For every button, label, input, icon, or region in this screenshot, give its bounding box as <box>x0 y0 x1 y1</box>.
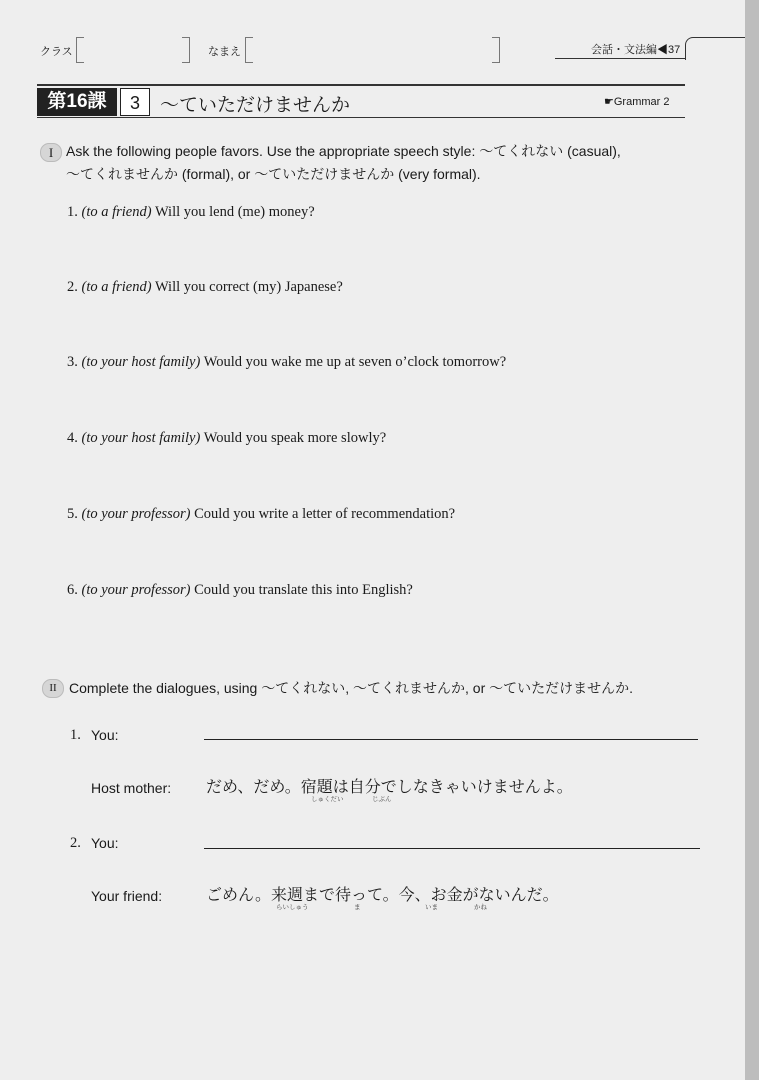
question-3 <box>67 354 506 371</box>
question-2 <box>67 279 343 296</box>
question-context: (to a friend) <box>81 279 152 295</box>
question-context: (to your host family) <box>81 430 201 446</box>
part-one-instructions-line2: ～てくれませんか (formal), or ～ていただけませんか (very formal). <box>66 166 481 182</box>
section-number: 3 <box>120 88 150 116</box>
part-one-instructions-line1: Ask the following people favors. Use the appropriate speech style: ～てくれない (casual), <box>66 143 621 159</box>
question-number: 1. <box>67 204 78 220</box>
class-field-left-bracket <box>76 37 84 63</box>
title-top-rule <box>37 84 685 86</box>
name-field-right-bracket <box>492 37 500 63</box>
furigana-ima: いま <box>425 904 438 911</box>
question-text: Could you write a letter of recommendation? <box>194 506 456 522</box>
question-number: 4. <box>67 430 78 446</box>
book-spine-edge <box>745 0 759 1080</box>
class-field-right-bracket <box>182 37 190 63</box>
lesson-label: 第16課 <box>37 88 117 116</box>
speaker-your-friend: Your friend: <box>91 888 163 904</box>
title-bottom-rule <box>37 117 685 118</box>
question-number: 2. <box>67 279 78 295</box>
question-number: 3. <box>67 354 78 370</box>
header-rule <box>555 58 685 59</box>
furigana-raishuu: らいしゅう <box>276 904 309 911</box>
name-field-left-bracket <box>245 37 253 63</box>
speaker-host-mother: Host mother: <box>91 780 172 796</box>
question-context: (to a friend) <box>81 204 152 220</box>
question-text: Would you speak more slowly? <box>203 430 387 446</box>
question-5 <box>67 506 455 523</box>
question-text: Would you wake me up at seven o’clock tomorrow? <box>203 354 507 370</box>
name-label: なまえ <box>208 46 241 58</box>
dialogue-number: 2. <box>70 835 81 851</box>
furigana-shukudai: しゅくだい <box>311 796 344 803</box>
furigana-kane: かね <box>474 904 487 911</box>
part-one-numeral: I <box>40 143 62 162</box>
part-two-instructions: Complete the dialogues, using ～てくれない, ～てくれませんか, or ～ていただけませんか. <box>69 680 634 696</box>
page-corner-tab <box>685 37 746 60</box>
question-1 <box>67 204 315 221</box>
part-two-numeral: II <box>42 679 64 698</box>
speaker-you: You: <box>91 835 119 851</box>
question-6 <box>67 582 413 599</box>
question-text: Will you lend (me) money? <box>154 204 315 220</box>
question-number: 6. <box>67 582 78 598</box>
question-text: Will you correct (my) Japanese? <box>154 279 343 295</box>
answer-line[interactable] <box>204 739 698 740</box>
question-context: (to your professor) <box>81 582 191 598</box>
host-mother-reply: だめ、だめ。宿題は自分でしなきゃいけませんよ。 <box>206 779 573 796</box>
speaker-you: You: <box>91 727 119 743</box>
question-text: Could you translate this into English? <box>194 582 413 598</box>
class-label: クラス <box>40 46 73 58</box>
question-4 <box>67 430 386 447</box>
dialogue-number: 1. <box>70 727 81 743</box>
answer-line[interactable] <box>204 848 700 849</box>
friend-reply: ごめん。来週まで待って。今、お金がないんだ。 <box>206 887 559 904</box>
furigana-ma: ま <box>354 904 361 911</box>
furigana-jibun: じぶん <box>372 796 392 803</box>
question-number: 5. <box>67 506 78 522</box>
question-context: (to your professor) <box>81 506 191 522</box>
section-title: ～ていただけませんか <box>160 95 351 116</box>
question-context: (to your host family) <box>81 354 201 370</box>
grammar-reference: ☛Grammar 2 <box>604 96 670 108</box>
page-reference: 会話・文法編◀37 <box>591 44 681 56</box>
